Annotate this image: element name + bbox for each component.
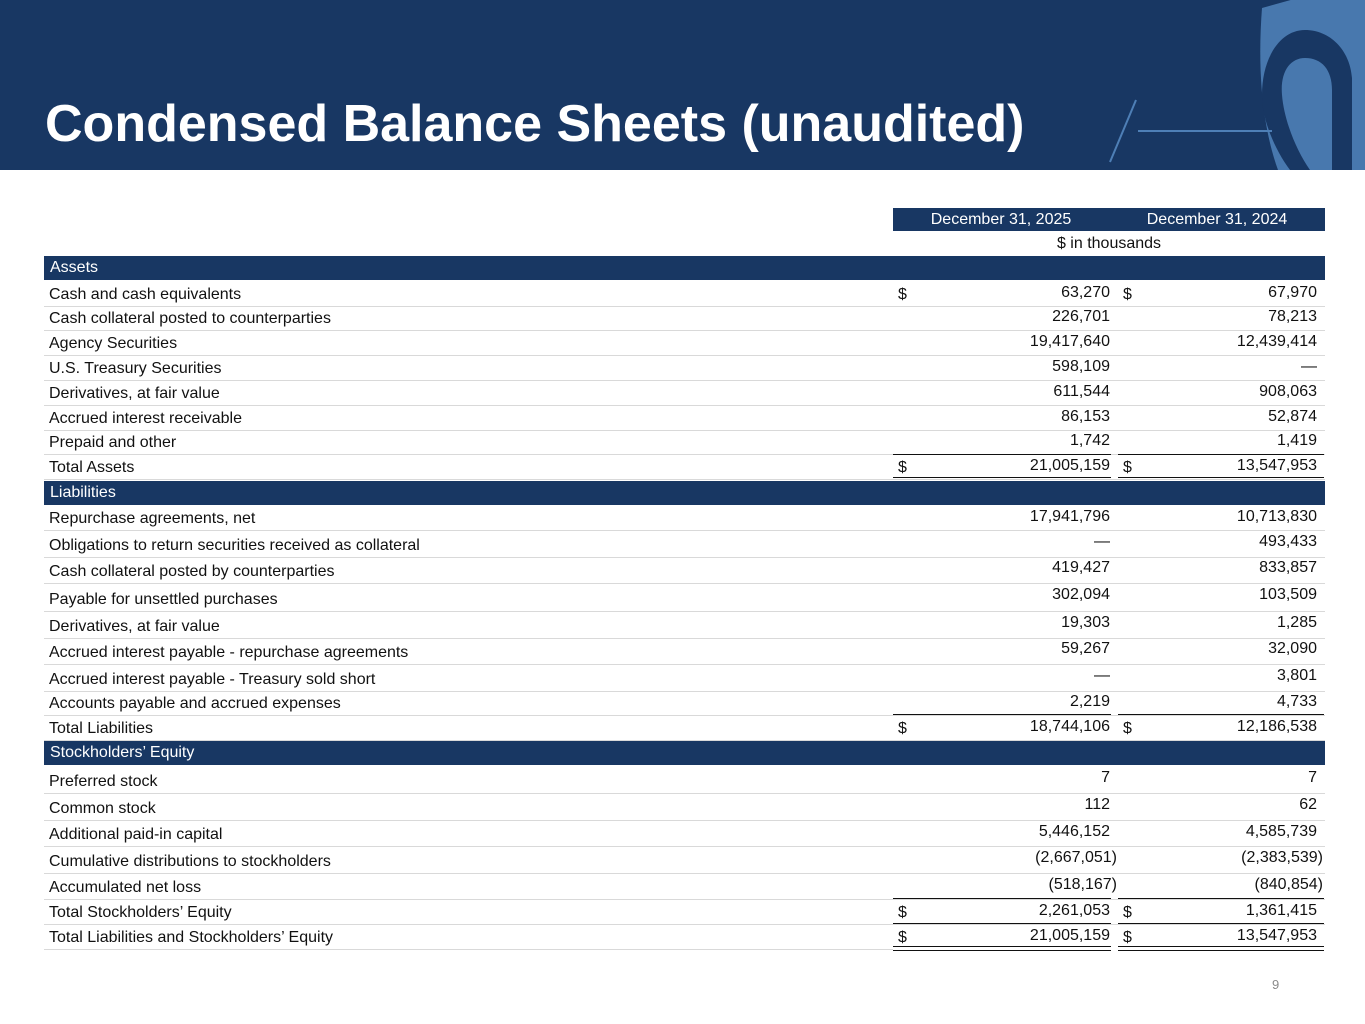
value-2025: 7 (1101, 769, 1110, 786)
value-2025: — (1094, 667, 1110, 684)
value-2024: — (1301, 358, 1317, 375)
value-2025: 2,261,053 (1038, 902, 1110, 919)
total-rule (893, 923, 1111, 924)
currency-symbol: $ (1123, 720, 1132, 737)
total-rule (1118, 898, 1324, 899)
value-2024: 78,213 (1268, 308, 1317, 325)
value-2025: 226,701 (1052, 308, 1110, 325)
value-2025: 419,427 (1052, 559, 1110, 576)
table-row (44, 691, 1325, 716)
value-2024: 1,285 (1276, 614, 1317, 631)
value-2025: 18,744,106 (1029, 718, 1110, 735)
shield-logo-icon (1100, 0, 1365, 170)
row-label: Total Stockholders’ Equity (49, 904, 232, 921)
table-row (44, 355, 1325, 381)
currency-symbol: $ (898, 720, 907, 737)
value-2025: 21,005,159 (1029, 927, 1110, 944)
value-2024: 12,439,414 (1236, 333, 1317, 350)
value-2025: 86,153 (1061, 408, 1110, 425)
table-row (44, 530, 1325, 558)
row-label: Common stock (49, 800, 156, 817)
total-rule (1118, 454, 1324, 455)
row-label: Preferred stock (49, 773, 158, 790)
value-2025: 21,005,159 (1029, 457, 1110, 474)
value-2024: 493,433 (1259, 533, 1317, 550)
value-2024: 7 (1308, 769, 1317, 786)
value-2025: 17,941,796 (1029, 508, 1110, 525)
value-2025: 1,742 (1069, 432, 1110, 449)
currency-symbol: $ (898, 286, 907, 303)
value-2025: (2,667,051) (1035, 849, 1117, 866)
value-2025: 112 (1084, 796, 1110, 813)
table-row (44, 505, 1325, 531)
value-2024: 10,713,830 (1236, 508, 1317, 525)
table-row-total-liabilities (44, 715, 1325, 741)
row-label: Cash collateral posted by counterparties (49, 563, 335, 580)
double-rule (893, 946, 1111, 951)
row-label: Total Liabilities and Stockholders’ Equity (49, 929, 334, 946)
value-2025: — (1094, 533, 1110, 550)
table-row (44, 306, 1325, 331)
table-row (44, 430, 1325, 455)
value-2025: 598,109 (1052, 358, 1110, 375)
header-banner (0, 0, 1365, 170)
column-header-2024: December 31, 2024 (1146, 211, 1288, 228)
currency-symbol: $ (898, 459, 907, 476)
table-row (44, 380, 1325, 406)
value-2025: 19,417,640 (1029, 333, 1110, 350)
value-2025: 2,219 (1069, 693, 1110, 710)
row-label: Prepaid and other (49, 434, 177, 451)
value-2024: 52,874 (1268, 408, 1317, 425)
value-2024: 1,419 (1276, 432, 1317, 449)
row-label: U.S. Treasury Securities (49, 360, 222, 377)
row-label: Accumulated net loss (49, 879, 202, 896)
table-row (44, 846, 1325, 874)
double-rule (1118, 946, 1324, 951)
table-row (44, 611, 1325, 639)
row-label: Obligations to return securities received as collateral (49, 537, 420, 554)
table-row (44, 793, 1325, 821)
value-2025: 611,544 (1053, 383, 1110, 400)
value-2025: 302,094 (1052, 586, 1110, 603)
value-2025: 63,270 (1061, 284, 1110, 301)
value-2024: (2,383,539) (1241, 849, 1323, 866)
value-2025: 5,446,152 (1038, 823, 1110, 840)
table-row (44, 557, 1325, 584)
value-2024: 3,801 (1276, 667, 1317, 684)
value-2025: 19,303 (1061, 614, 1110, 631)
value-2024: (840,854) (1254, 876, 1323, 893)
row-label: Accrued interest payable - repurchase agreements (49, 644, 409, 661)
value-2024: 32,090 (1268, 640, 1317, 657)
table-row-total-equity (44, 899, 1325, 925)
row-label: Cumulative distributions to stockholders (49, 853, 331, 870)
total-rule (893, 454, 1111, 455)
value-2024: 103,509 (1259, 586, 1317, 603)
section-equity (44, 741, 1325, 765)
column-headers (893, 208, 1325, 231)
page-title: Condensed Balance Sheets (unaudited) (45, 95, 1025, 153)
value-2024: 908,063 (1259, 383, 1317, 400)
row-label: Accounts payable and accrued expenses (49, 695, 341, 712)
table-row (44, 873, 1325, 900)
section-label: Assets (50, 259, 99, 276)
row-label: Derivatives, at fair value (49, 385, 220, 402)
value-2024: 1,361,415 (1245, 902, 1317, 919)
currency-symbol: $ (1123, 904, 1132, 921)
value-2025: (518,167) (1048, 876, 1117, 893)
section-assets (44, 256, 1325, 280)
row-label: Agency Securities (49, 335, 178, 352)
column-header-2025: December 31, 2025 (930, 211, 1072, 228)
row-label: Cash collateral posted to counterparties (49, 310, 331, 327)
row-label: Accrued interest receivable (49, 410, 242, 427)
table-row (44, 765, 1325, 794)
value-2025: 59,267 (1061, 640, 1110, 657)
row-label: Derivatives, at fair value (49, 618, 220, 635)
value-2024: 12,186,538 (1236, 718, 1317, 735)
table-row (44, 638, 1325, 665)
value-2024: 13,547,953 (1236, 457, 1317, 474)
table-row (44, 820, 1325, 847)
table-row (44, 281, 1325, 307)
section-liabilities (44, 481, 1325, 505)
row-divider (44, 949, 893, 950)
value-2024: 62 (1299, 796, 1317, 813)
total-rule (893, 898, 1111, 899)
value-2024: 4,733 (1276, 693, 1317, 710)
currency-symbol: $ (1123, 286, 1132, 303)
value-2024: 67,970 (1268, 284, 1317, 301)
total-rule (893, 714, 1111, 715)
value-2024: 4,585,739 (1245, 823, 1317, 840)
table-row (44, 664, 1325, 692)
currency-symbol: $ (898, 904, 907, 921)
row-label: Repurchase agreements, net (49, 510, 256, 527)
units-label: $ in thousands (1056, 235, 1162, 252)
currency-symbol: $ (1123, 459, 1132, 476)
total-rule (1118, 923, 1324, 924)
table-row (44, 405, 1325, 431)
table-row (44, 330, 1325, 356)
section-label: Liabilities (50, 484, 116, 501)
value-2024: 13,547,953 (1236, 927, 1317, 944)
currency-symbol: $ (1123, 929, 1132, 946)
section-label: Stockholders’ Equity (50, 744, 195, 761)
table-row (44, 583, 1325, 612)
row-label: Total Liabilities (49, 720, 154, 737)
row-label: Payable for unsettled purchases (49, 591, 278, 608)
currency-symbol: $ (898, 929, 907, 946)
row-label: Total Assets (49, 459, 135, 476)
page-number: 9 (1272, 977, 1280, 992)
value-2024: 833,857 (1259, 559, 1317, 576)
total-rule (1118, 714, 1324, 715)
row-label: Accrued interest payable - Treasury sold short (49, 671, 376, 688)
row-label: Additional paid-in capital (49, 826, 223, 843)
row-label: Cash and cash equivalents (49, 286, 242, 303)
